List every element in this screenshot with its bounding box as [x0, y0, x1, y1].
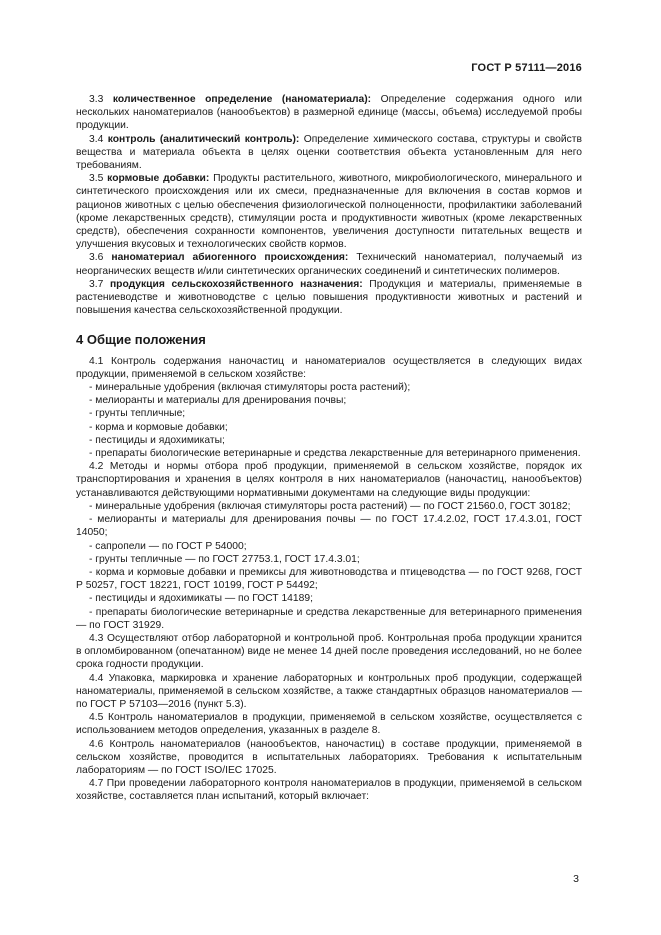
list-item: - мелиоранты и материалы для дренирования почвы; [89, 395, 347, 407]
term-3-3: 3.3 количественное определение (наноматериала): Определение содержания одного или нескольких наноматериалов (нанообъектов) в размерной единице (массы, объема) исследуемой пробы продукции. [76, 94, 582, 132]
clause-4-4: 4.4 Упаковка, маркировка и хранение лабораторных и контрольных проб продукции, содержащей наноматериалы, применяемой в сельском хозяйстве, а также стандартных образцов наноматериалов — по ГОСТ Р 57103—2016 (пункт 5.3). [76, 672, 582, 710]
page-number: 3 [573, 873, 579, 885]
clause-4-6: 4.6 Контроль наноматериалов (нанообъектов, наночастиц) в составе продукции, применяемой в сельском хозяйстве, проводится в испытательных лабораториях. Требования к испытательным лабораториям — по ГОСТ ISO/IEC 17025. [76, 738, 582, 776]
list-item: - минеральные удобрения (включая стимуляторы роста растений) — по ГОСТ 21560.0, ГОСТ 30182; [89, 500, 571, 512]
section-heading: 4 Общие положения [76, 332, 206, 348]
list-item: - сапропели — по ГОСТ Р 54000; [89, 540, 247, 552]
page-header: ГОСТ Р 57111—2016 [471, 62, 582, 74]
term-title: количественное определение (наноматериала): [112, 94, 372, 105]
term-3-5: 3.5 кормовые добавки: Продукты растительного, животного, микробиологического, минерального и синтетического происхождения или их смеси, предназначенные для включения в состав кормов и рационов животных с целью обеспечения физиологической полноценности, профилактики заболеваний (кроме лекарственных средств), стимуляции роста и продуктивности животных (кроме лекарственных средств), обеспечения сохранности компонентов, увеличения доступности питательных веществ и улучшения вкусовых и технологических свойств кормов. [76, 173, 582, 251]
clause-4-3: 4.3 Осуществляют отбор лабораторной и контрольной проб. Контрольная проба продукции хранится в опломбированном (опечатанном) виде не менее 14 дней после проведения исследований, но не более срока годности продукции. [76, 632, 582, 671]
list-item: - пестициды и ядохимикаты; [89, 434, 225, 446]
list-item: - минеральные удобрения (включая стимуляторы роста растений); [89, 382, 411, 394]
term-3-4: 3.4 контроль (аналитический контроль): Определение химического состава, структуры и свойств вещества и материала объекта в целях оценки соответствия объекта установленным для него требованиям. [76, 133, 582, 172]
term-title: контроль (аналитический контроль): [107, 133, 300, 145]
term-title: кормовые добавки: [107, 173, 210, 185]
clause-4-2: 4.2 Методы и нормы отбора проб продукции, применяемой в сельском хозяйстве, порядок их транспортирования и хранения в целях контроля в них наноматериалов (наночастиц, нанообъектов) устанавливаются действующими нормативными документами на следующие виды продукции: [76, 461, 582, 499]
list-item: - мелиоранты и материалы для дренирования почвы — по ГОСТ 17.4.2.02, ГОСТ 17.4.3.01, ГОСТ 14050; [76, 514, 582, 539]
list-item: - грунты тепличные — по ГОСТ 27753.1, ГОСТ 17.4.3.01; [89, 553, 360, 565]
list-item: - препараты биологические ветеринарные и средства лекарственные для ветеринарного применения. [89, 448, 581, 460]
clause-4-5: 4.5 Контроль наноматериалов в продукции, применяемой в сельском хозяйстве, осуществляется с использованием методов определения, указанных в разделе 8. [76, 712, 582, 737]
list-item: - корма и кормовые добавки; [89, 421, 228, 433]
list-item: - пестициды и ядохимикаты — по ГОСТ 14189; [89, 593, 313, 605]
term-3-6: 3.6 наноматериал абиогенного происхождения: Технический наноматериал, получаемый из неорганических веществ и/или синтетических органических соединений и синтетических полимеров. [76, 252, 582, 277]
clause-4-1: 4.1 Контроль содержания наночастиц и наноматериалов осуществляется в следующих видах продукции, применяемой в сельском хозяйстве: [76, 355, 582, 380]
list-item: - корма и кормовые добавки и премиксы для животноводства и птицеводства — по ГОСТ 9268, ГОСТ Р 50257, ГОСТ 18221, ГОСТ 10199, ГОСТ Р 54492; [76, 566, 582, 592]
clause-4-7: 4.7 При проведении лабораторного контроля наноматериалов в продукции, применяемой в сельском хозяйстве, составляется план испытаний, который включает: [76, 778, 582, 803]
term-title: продукция сельскохозяйственного назначения: [109, 278, 363, 290]
document-body [76, 93, 582, 804]
list-item: - препараты биологические ветеринарные и средства лекарственные для ветеринарного применения — по ГОСТ 31929. [76, 606, 582, 631]
list-item: - грунты тепличные; [89, 408, 186, 420]
term-title: наноматериал абиогенного происхождения: [111, 252, 349, 264]
term-3-7: 3.7 продукция сельскохозяйственного назначения: Продукция и материалы, применяемые в растениеводстве и животноводстве с целью повышения продуктивности животных и растений и повышения качества сельскохозяйственной продукции. [76, 278, 582, 317]
